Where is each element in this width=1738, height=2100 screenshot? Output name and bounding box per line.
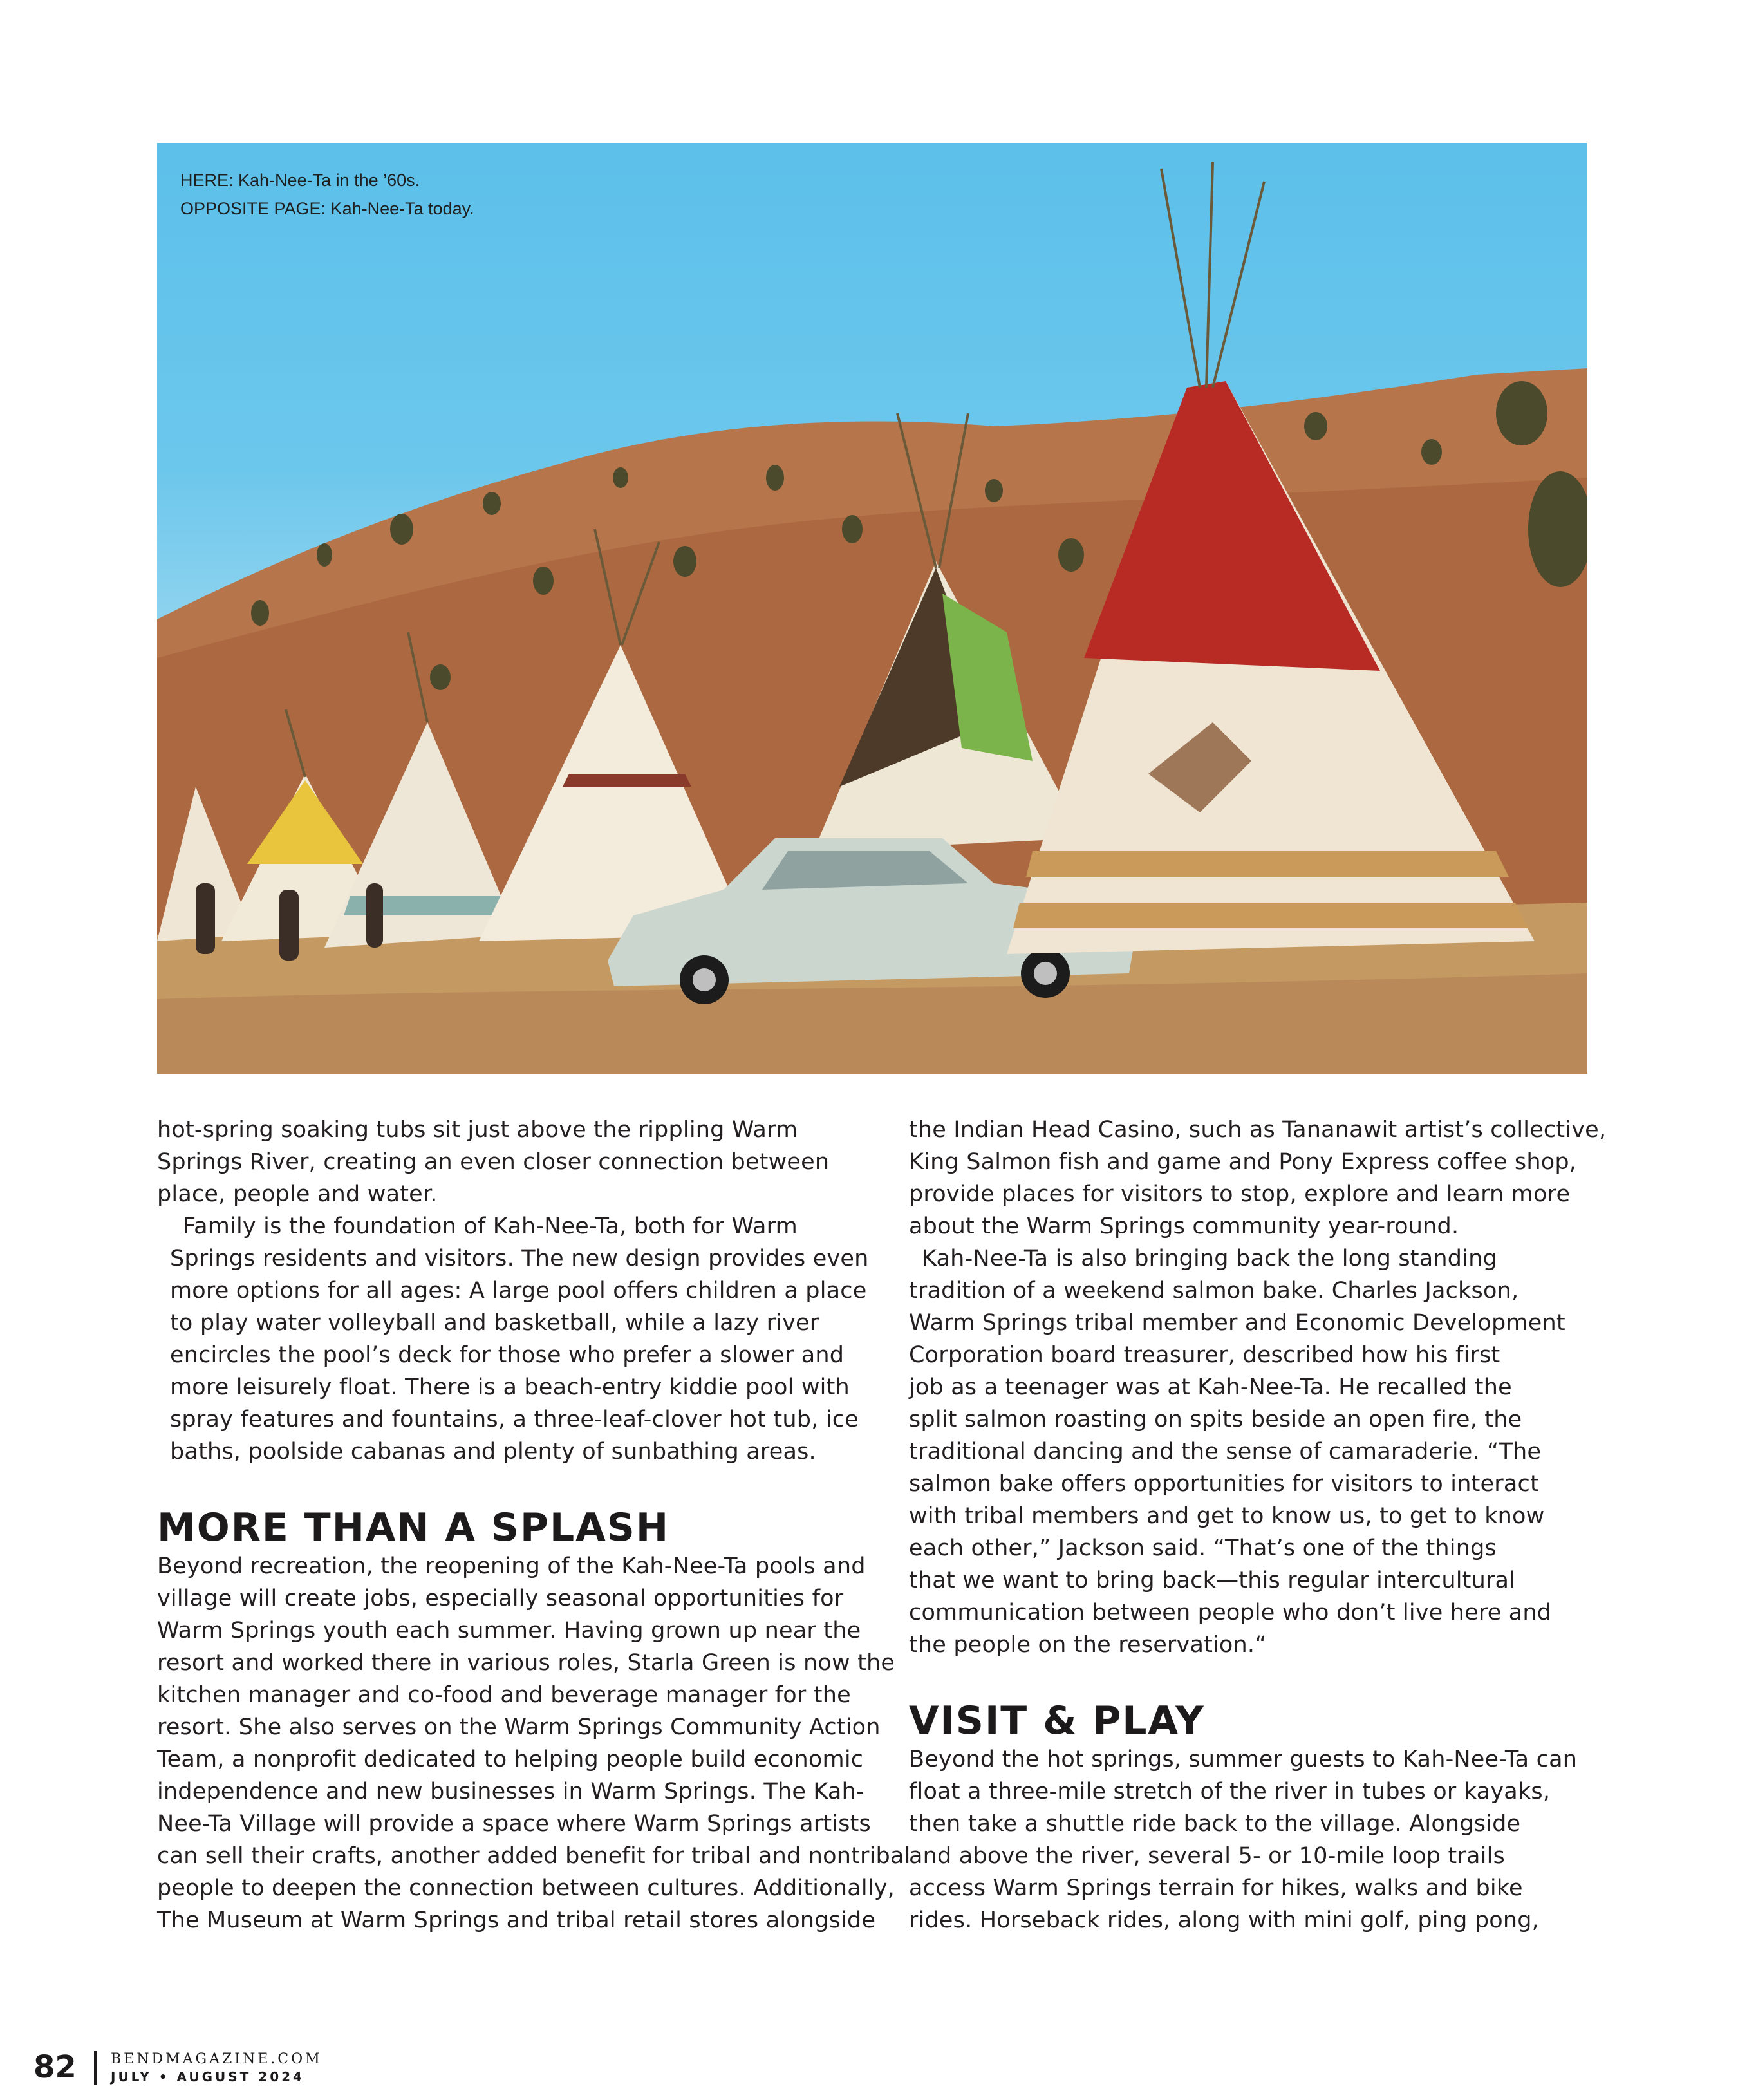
text-line: each other,” Jackson said. “That’s one of the things xyxy=(909,1535,1497,1561)
left-column xyxy=(157,1114,911,1936)
text-line: Warm Springs youth each summer. Having grown up near the xyxy=(157,1618,861,1644)
text-line: traditional dancing and the sense of camaraderie. “The xyxy=(909,1439,1542,1465)
magazine-site: BENDMAGAZINE.COM xyxy=(111,2051,322,2067)
text-line: to play water volleyball and basketball, while a lazy river xyxy=(170,1310,819,1336)
text-line: communication between people who don’t live here and xyxy=(909,1600,1552,1626)
text-line: King Salmon fish and game and Pony Express coffee shop, xyxy=(909,1149,1577,1175)
text-line: The Museum at Warm Springs and tribal retail stores alongside xyxy=(157,1908,876,1933)
text-line: Springs River, creating an even closer connection between xyxy=(157,1149,830,1175)
left-paragraph-3 xyxy=(157,1550,911,1936)
text-line: Nee-Ta Village will provide a space where Warm Springs artists xyxy=(157,1811,871,1837)
text-line: salmon bake offers opportunities for visitors to interact xyxy=(909,1471,1539,1497)
right-column xyxy=(909,1114,1607,1936)
text-line: and above the river, several 5- or 10-mile loop trails xyxy=(909,1843,1505,1869)
text-line: Warm Springs tribal member and Economic Development xyxy=(909,1310,1565,1336)
text-line: place, people and water. xyxy=(157,1181,438,1207)
text-line: resort and worked there in various roles, Starla Green is now the xyxy=(157,1650,895,1676)
text-line: encircles the pool’s deck for those who prefer a slower and xyxy=(170,1342,845,1368)
text-line: village will create jobs, especially seasonal opportunities for xyxy=(157,1586,844,1611)
text-line: float a three-mile stretch of the river in tubes or kayaks, xyxy=(909,1779,1551,1805)
text-line: then take a shuttle ride back to the village. Alongside xyxy=(909,1811,1521,1837)
photo-caption xyxy=(180,166,474,223)
text-line: more leisurely float. There is a beach-entry kiddie pool with xyxy=(170,1374,850,1400)
text-line: hot-spring soaking tubs sit just above the rippling Warm xyxy=(157,1117,798,1143)
issue-date: JULY • AUGUST 2024 xyxy=(111,2069,304,2085)
text-line: spray features and fountains, a three-leaf-clover hot tub, ice xyxy=(170,1407,859,1432)
text-line: access Warm Springs terrain for hikes, walks and bike xyxy=(909,1875,1523,1901)
text-line: more options for all ages: A large pool offers children a place xyxy=(170,1278,867,1304)
left-paragraph-1 xyxy=(157,1114,884,1210)
text-line: job as a teenager was at Kah-Nee-Ta. He recalled the xyxy=(909,1374,1512,1400)
text-line: Team, a nonprofit dedicated to helping people build economic xyxy=(157,1747,864,1772)
text-line: the people on the reservation.“ xyxy=(909,1632,1267,1658)
teepee-village-illustration xyxy=(157,143,1587,1074)
text-line: that we want to bring back—this regular intercultural xyxy=(909,1568,1516,1593)
text-line: independence and new businesses in Warm Springs. The Kah- xyxy=(157,1779,864,1805)
right-paragraph-3 xyxy=(909,1743,1591,1936)
page-number: 82 xyxy=(33,2049,77,2085)
right-paragraph-1 xyxy=(909,1114,1607,1242)
section-heading-more-than-a-splash: MORE THAN A SPLASH xyxy=(157,1505,670,1550)
right-paragraph-2 xyxy=(909,1242,1591,1661)
text-line: Corporation board treasurer, described how his first xyxy=(909,1342,1500,1368)
text-line: Beyond the hot springs, summer guests to Kah-Nee-Ta can xyxy=(909,1747,1578,1772)
text-line: split salmon roasting on spits beside an open fire, the xyxy=(909,1407,1522,1432)
text-line: Kah-Nee-Ta is also bringing back the long standing xyxy=(922,1246,1497,1271)
section-heading-visit-and-play: VISIT & PLAY xyxy=(909,1698,1205,1743)
text-line: resort. She also serves on the Warm Springs Community Action xyxy=(157,1714,881,1740)
text-line: Springs residents and visitors. The new design provides even xyxy=(170,1246,869,1271)
caption-line-here: HERE: Kah-Nee-Ta in the ’60s. xyxy=(180,171,420,190)
folio-divider xyxy=(94,2051,97,2085)
left-paragraph-2 xyxy=(157,1210,884,1468)
caption-line-opposite: OPPOSITE PAGE: Kah-Nee-Ta today. xyxy=(180,199,474,218)
text-line: the Indian Head Casino, such as Tananawit artist’s collective, xyxy=(909,1117,1607,1143)
text-line: about the Warm Springs community year-round. xyxy=(909,1214,1459,1239)
text-line: Beyond recreation, the reopening of the Kah-Nee-Ta pools and xyxy=(157,1553,866,1579)
text-line: with tribal members and get to know us, to get to know xyxy=(909,1503,1545,1529)
hero-photo xyxy=(157,143,1587,1074)
text-line: provide places for visitors to stop, explore and learn more xyxy=(909,1181,1571,1207)
text-line: Family is the foundation of Kah-Nee-Ta, both for Warm xyxy=(183,1214,798,1239)
text-line: kitchen manager and co-food and beverage manager for the xyxy=(157,1682,851,1708)
text-line: can sell their crafts, another added benefit for tribal and nontribal xyxy=(157,1843,911,1869)
text-line: baths, poolside cabanas and plenty of sunbathing areas. xyxy=(170,1439,816,1465)
text-line: rides. Horseback rides, along with mini golf, ping pong, xyxy=(909,1908,1539,1933)
text-line: people to deepen the connection between cultures. Additionally, xyxy=(157,1875,895,1901)
text-line: tradition of a weekend salmon bake. Charles Jackson, xyxy=(909,1278,1519,1304)
